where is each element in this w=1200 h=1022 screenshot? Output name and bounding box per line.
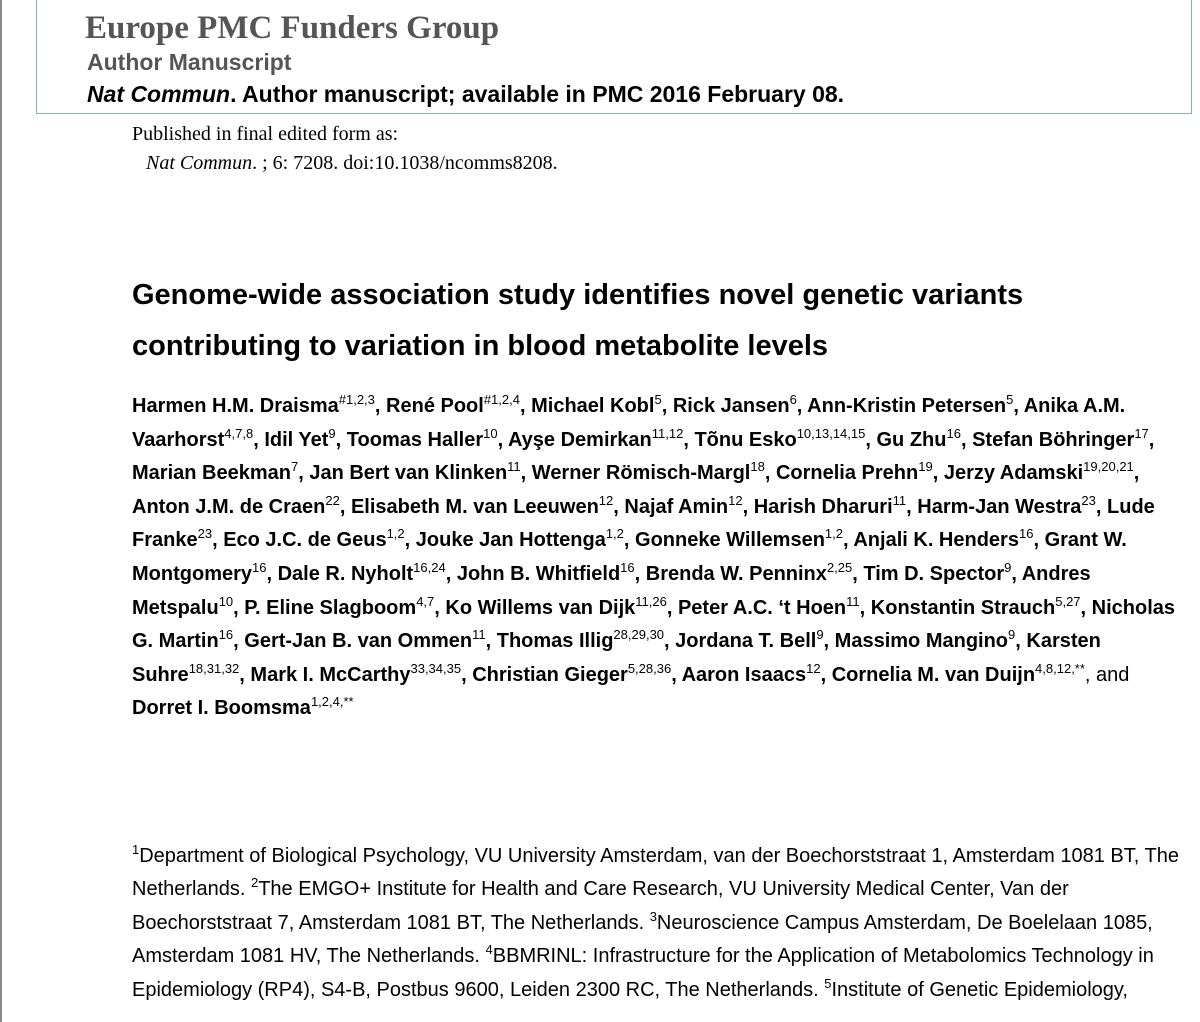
author-affiliation-marks: 23 [1081,492,1096,508]
author-name: Eco J.C. de Geus [223,529,387,552]
affiliation-text: The EMGO+ Institute for Health and Care Research, VU University Medical Center, Van der Boechorststraat 7, Amsterdam 1081 BT, The Netherlands. [132,878,1069,934]
author-affiliation-marks: #1,2,3 [338,392,375,407]
author-name: Marian Beekman [132,462,291,485]
author-name: Christian Gieger [472,663,628,686]
affiliation-text: BBMRINL: Infrastructure for the Application of Metabolomics Technology in Epidemiology (RP4), S4-B, Postbus 9600, Leiden 2300 RC, The Netherlands. [132,945,1154,1001]
author-name: John B. Whitfield [456,562,621,585]
author-name: Jan Bert van Klinken [309,462,508,485]
author-affiliation-marks: 11 [846,593,860,609]
author-name: Gu Zhu [876,428,947,451]
affiliation-text: Institute of Genetic Epidemiology, [831,978,1128,1001]
author-name: René Pool [386,395,484,417]
author-affiliation-marks: 12 [598,492,614,508]
author-affiliation-marks: 22 [325,492,340,508]
citation-journal: Nat Commun [146,152,253,174]
author-name: Jouke Jan Hottenga [415,529,606,552]
author-name: Mark I. McCarthy [250,663,411,686]
author-name: Harish Dharuri [753,495,893,518]
author-affiliation-marks: 9 [1008,627,1016,643]
author-affiliation-marks: 16 [620,559,635,575]
author-name: Jerzy Adamski [943,462,1084,485]
author-name: Massimo Mangino [834,630,1009,653]
author-name: Harmen H.M. Draisma [132,395,339,417]
author-affiliation-marks: 16,24 [413,559,446,575]
author-affiliation-marks: 33,34,35 [410,660,462,676]
author-name: Tõnu Esko [694,428,797,451]
author-name: Rick Jansen [672,395,790,417]
author-affiliation-marks: 5,27 [1055,593,1081,609]
author-affiliation-marks: 11 [472,627,486,643]
author-affiliation-marks: 28,29,30 [613,627,665,643]
author-list: Harmen H.M. Draisma$^{\#1,2,3}$, René Pool$^{\#1,2,4}$, Michael Kobl$^5$, Rick Jansen$^6$, Ann-Kristin Petersen$^5$, Anika A.M. Vaarhorst$^{4,7,8}$, Idil Yet$^9$, Toomas Haller$^{10}$, Ayşe Demirkan$^{11,12}$, Tõnu Esko$^{10,13,14,15}$, Gu Zhu$^{16}$, Stefan Böhringer$^{17}$, Marian Beekman$^7$, Jan Bert van Klinken$^{11}$, Werner Römisch-Margl$^{18}$, Cornelia Prehn$^{19}$, Jerzy Adamski$^{19,20,21}$, Anton J.M. de Craen$^{22}$, Elisabeth M. van Leeuwen$^{12}$, Najaf Amin$^{12}$, Harish Dharuri$^{11}$, Harm-Jan Westra$^{23}$, Lude Franke$^{23}$, Eco J.C. de Geus$^{1,2}$, Jouke Jan Hottenga$^{1,2}$, Gonneke Willemsen$^{1,2}$, Anjali K. Henders$^{16}$, Grant W. Montgomery$^{16}$, Dale R. Nyholt$^{16,24}$, John B. Whitfield$^{16}$, Brenda W. Penninx$^{2,25}$, Tim D. Spector$^9$, Andres Metspalu$^{10}$, P. Eline Slagboom$^{4,7}$, Ko Willems van Dijk$^{11,26}$, Peter A.C. ‘t Hoen$^{11}$, Konstantin Strauch$^{5,27}$, Nicholas G. Martin$^{16}$, Gert-Jan B. van Ommen$^{11}$, Thomas Illig$^{28,29,30}$, Jordana T. Bell$^9$, Massimo Mangino$^9$, Karsten Suhre$^{18,31,32}$, Mark I. McCarthy$^{33,34,35}$, Christian Gieger$^{5,28,36}$, Aaron Isaacs$^{12}$, Cornelia M. van Duijn$^{4,8,12,**}$, and Dorret I. Boomsma$^{1,2,4,**}$ [132,392,1176,720]
affiliation-text: Neuroscience Campus Amsterdam, De Boelelaan 1085, Amsterdam 1081 HV, The Netherlands. [132,911,1153,968]
author-name: Grant W. Montgomery [132,529,1127,585]
author-name: Nicholas G. Martin [132,596,1176,653]
author-name: Najaf Amin [624,495,729,518]
author-name: Ko Willems van Dijk [445,596,636,619]
author-affiliation-marks: 23 [197,526,213,542]
affiliation-number: 4 [485,942,493,958]
author-affiliation-marks: 10 [483,425,498,441]
affiliation-text: Department of Biological Psychology, VU University Amsterdam, van der Boechorststraat 1, Amsterdam 1081 BT, The Netherlands. [132,845,1179,901]
author-name: Elisabeth M. van Leeuwen [350,495,599,518]
article-title: Genome-wide association study identifies novel genetic variants contributing to variation in blood metabolite levels [132,279,1024,362]
author-affiliation-marks: 1,2 [605,526,624,542]
author-name: Brenda W. Penninx [645,562,827,585]
author-affiliation-marks: 10,13,14,15 [796,425,866,441]
author-affiliation-marks: 7 [290,459,299,475]
affiliation-number: 2 [250,875,259,891]
author-affiliation-marks: 11,26 [635,593,667,609]
citation [146,150,558,176]
author-affiliation-marks: 1,2 [824,526,843,542]
author-affiliation-marks: 11,12 [651,425,684,441]
author-affiliation-marks: 11 [892,492,907,508]
author-name: Konstantin Strauch [870,596,1056,619]
author-name: Anika A.M. Vaarhorst [132,395,1126,451]
affiliations [132,840,1192,1007]
affiliation-number: 3 [649,908,657,924]
affiliation-number: 1 [132,842,140,857]
author-affiliation-marks: 18 [750,459,765,475]
author-name: Aaron Isaacs [681,663,807,686]
funders-banner [36,0,1192,114]
author-affiliation-marks: 16 [252,559,267,575]
author-affiliation-marks: 5,28,36 [627,660,672,676]
author-name: Thomas Illig [496,630,614,653]
author-affiliation-marks: 1,2 [386,526,405,542]
author-name: Toomas Haller [346,428,484,451]
author-affiliation-marks: 9 [816,627,824,643]
availability-text: . Author manuscript; available in PMC 2016 February 08. [230,81,845,107]
author-affiliation-marks: 12 [728,492,743,508]
author-affiliation-marks: 5 [1006,392,1014,407]
author-name: Anton J.M. de Craen [132,495,326,518]
author-name: Werner Römisch-Margl [531,462,751,485]
author-affiliation-marks: 4,7,8 [224,425,254,441]
author-name: Harm-Jan Westra [917,495,1082,518]
author-name: Gert-Jan B. van Ommen [244,630,473,653]
author-name: Andres Metspalu [132,562,1091,619]
author-affiliation-marks: 6 [789,392,797,407]
author-name: Cornelia M. van Duijn [831,663,1036,686]
author-affiliation-marks: 16 [946,425,961,441]
author-affiliation-marks: 11 [507,459,521,475]
author-name: Gonneke Willemsen [635,529,825,552]
affiliation-number: 5 [824,975,832,991]
author-name: Lude Franke [132,495,1155,552]
author-affiliation-marks: #1,2,4 [483,392,520,407]
author-affiliation-marks: 16 [218,627,234,643]
author-name: Idil Yet [264,428,329,451]
journal-name: Nat Commun [87,81,231,107]
availability-line [87,80,844,108]
author-affiliation-marks: 19,20,21 [1083,459,1134,475]
author-name: Stefan Böhringer [972,428,1135,451]
author-name: Anjali K. Henders [853,529,1019,552]
author-name: Ayşe Demirkan [507,428,652,451]
author-name: Jordana T. Bell [675,630,817,653]
published-intro: Published in final edited form as: [132,123,399,145]
citation-details: . ; 6: 7208. doi:10.1038/ncomms8208. [252,152,558,174]
author-affiliation-marks: 12 [806,660,821,676]
author-affiliation-marks: 5 [654,392,662,407]
author-name: Dorret I. Boomsma [132,697,311,720]
author-name: P. Eline Slagboom [244,596,417,619]
author-affiliation-marks: 9 [328,425,336,441]
author-name: Cornelia Prehn [775,462,919,485]
author-name: Michael Kobl [531,395,655,417]
author-manuscript-label: Author Manuscript [87,49,292,75]
page-left-rule [0,0,2,1022]
author-name: Tim D. Spector [863,562,1005,585]
author-affiliation-marks: 9 [1004,559,1012,575]
author-conjunction: , and [1084,663,1130,686]
author-affiliation-marks: 4,8,12,** [1035,660,1085,676]
author-affiliation-marks: 2,25 [826,559,853,575]
author-affiliation-marks: 19 [918,459,933,475]
author-affiliation-marks: 4,7 [416,593,435,609]
author-name: Karsten Suhre [132,630,1101,686]
author-name: Peter A.C. ‘t Hoen [677,596,847,619]
author-affiliation-marks: 10 [218,593,234,609]
author-affiliation-marks: 16 [1018,526,1034,542]
author-affiliation-marks: 18,31,32 [188,660,240,676]
author-affiliation-marks: 17 [1134,425,1149,441]
author-name: Dale R. Nyholt [277,562,414,585]
funders-group-heading: Europe PMC Funders Group [85,10,500,46]
author-affiliation-marks: 1,2,4,** [310,694,354,710]
author-name: Ann-Kristin Petersen [807,395,1007,417]
